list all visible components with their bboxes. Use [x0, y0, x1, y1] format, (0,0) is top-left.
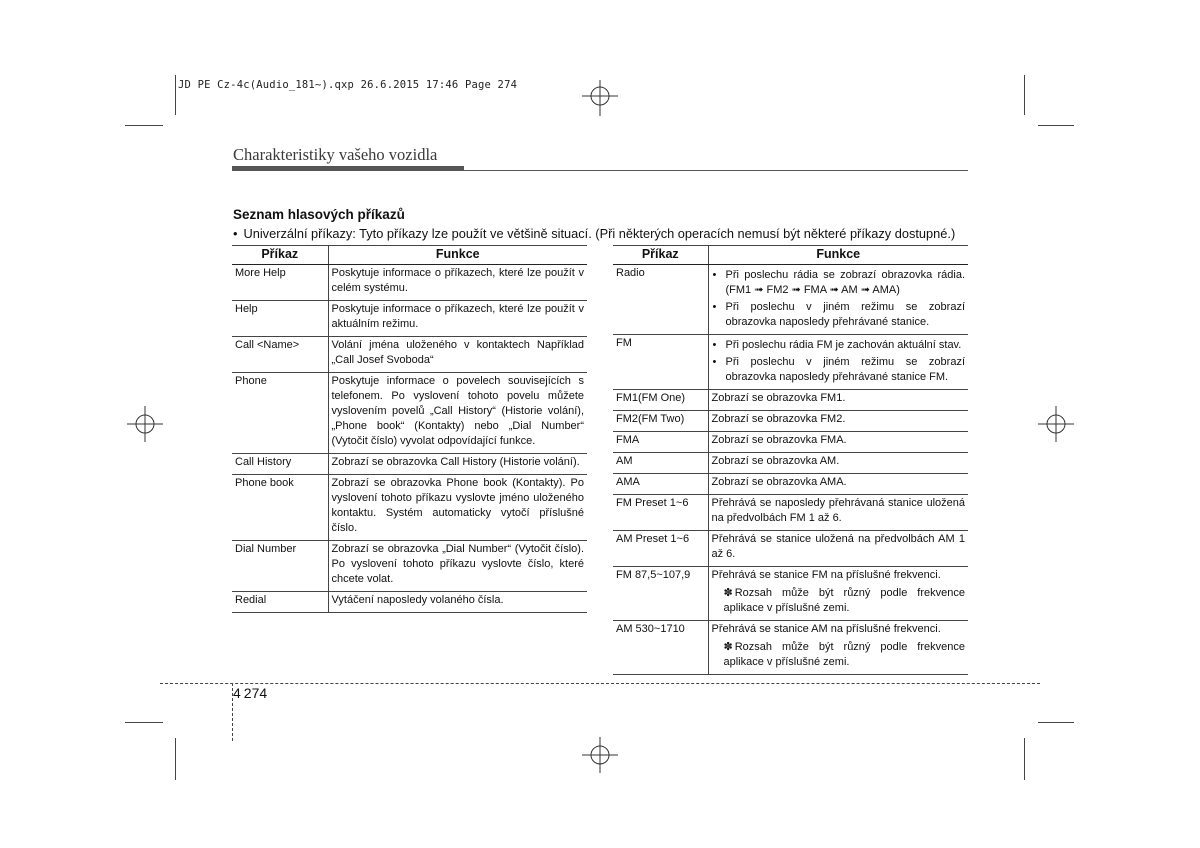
command-cell: AM 530~1710	[613, 621, 708, 675]
command-cell: FM Preset 1~6	[613, 495, 708, 531]
crop-mark	[1038, 722, 1074, 723]
command-cell: Call History	[232, 454, 328, 475]
table-row	[613, 567, 968, 621]
function-cell: Poskytuje informace o povelech souvisejících s telefonem. Po vyslovení tohoto povelu můžete vyslovením povelů „Call History“ (Historie volání), „Phone book“ (Kontakty) nebo „Dial Number“ (Vytočit číslo) vyvolat odpovídající funkce.	[328, 373, 587, 454]
column-header-command: Příkaz	[613, 246, 708, 265]
function-text: Přehrává se stanice FM na příslušné frekvenci.	[711, 569, 941, 581]
table-row	[232, 337, 587, 373]
command-cell: Phone book	[232, 475, 328, 541]
note-mark-icon: ✽	[723, 641, 733, 653]
command-cell: Radio	[613, 265, 708, 335]
crop-mark	[1038, 125, 1074, 126]
function-cell: Vytáčení naposledy volaného čísla.	[328, 592, 587, 613]
table-row	[232, 265, 587, 301]
command-cell: FM2(FM Two)	[613, 411, 708, 432]
chapter-number: 4	[233, 685, 241, 701]
function-text: Zobrazí se obrazovka AMA.	[711, 476, 847, 488]
function-text: Zobrazí se obrazovka FM1.	[711, 392, 846, 404]
footer-dashed-rule	[160, 683, 1040, 684]
bullet-icon: •	[712, 301, 717, 313]
table-row	[232, 454, 587, 475]
function-note	[712, 640, 966, 670]
column-header-function: Funkce	[328, 246, 587, 265]
bullet-icon: •	[233, 226, 238, 241]
function-bullet-list	[712, 338, 966, 385]
crop-mark	[1024, 75, 1025, 115]
table-row	[613, 531, 968, 567]
function-cell	[708, 474, 968, 495]
registration-mark-icon	[1036, 404, 1076, 444]
function-bullet-text: Při poslechu v jiném režimu se zobrazí obrazovka naposledy přehrávané stanice.	[725, 301, 965, 328]
print-header: JD PE Cz-4c(Audio_181~).qxp 26.6.2015 17:46 Page 274	[178, 79, 518, 91]
function-cell: Poskytuje informace o příkazech, které lze použít v celém systému.	[328, 265, 587, 301]
function-text: Přehrává se naposledy přehrávaná stanice uložená na předvolbách FM 1 až 6.	[711, 497, 965, 524]
function-text: Zobrazí se obrazovka FM2.	[711, 413, 846, 425]
note-mark-icon: ✽	[723, 587, 733, 599]
table-row	[232, 592, 587, 613]
function-bullet-item	[712, 355, 966, 385]
chapter-title: Charakteristiky vašeho vozidla	[233, 145, 438, 164]
function-cell	[708, 531, 968, 567]
function-note-text: Rozsah může být různý podle frekvence aplikace v příslušné zemi.	[723, 641, 965, 668]
bullet-icon: •	[712, 269, 717, 281]
function-note-text: Rozsah může být různý podle frekvence aplikace v příslušné zemi.	[723, 587, 965, 614]
command-cell: AM Preset 1~6	[613, 531, 708, 567]
column-header-command: Příkaz	[232, 246, 328, 265]
function-cell	[708, 567, 968, 621]
table-row	[232, 475, 587, 541]
table-row	[613, 495, 968, 531]
table-row	[613, 335, 968, 390]
command-cell: Phone	[232, 373, 328, 454]
table-row	[613, 432, 968, 453]
registration-mark-icon	[580, 735, 620, 775]
function-cell: Poskytuje informace o příkazech, které lze použít v aktuálním režimu.	[328, 301, 587, 337]
command-cell: Redial	[232, 592, 328, 613]
intro-paragraph	[233, 226, 955, 241]
crop-mark	[175, 75, 176, 115]
page-number-value: 274	[243, 685, 268, 701]
function-cell	[708, 453, 968, 474]
table-header-row	[232, 246, 587, 265]
command-cell: AMA	[613, 474, 708, 495]
function-cell: Zobrazí se obrazovka Call History (Historie volání).	[328, 454, 587, 475]
function-cell: Zobrazí se obrazovka „Dial Number“ (Vytočit číslo). Po vyslovení tohoto příkazu vyslovte číslo, které chcete volat.	[328, 541, 587, 592]
function-bullet-item	[712, 338, 966, 353]
crop-mark	[1024, 738, 1025, 780]
voice-commands-table-radio	[613, 245, 968, 675]
function-bullet-list	[712, 268, 966, 330]
voice-commands-table-phone	[232, 245, 587, 613]
column-header-function: Funkce	[708, 246, 968, 265]
function-text: Přehrává se stanice uložená na předvolbách AM 1 až 6.	[711, 533, 965, 560]
title-underline-bar	[232, 166, 464, 171]
crop-mark	[175, 738, 176, 780]
table-row	[613, 474, 968, 495]
command-cell: FM1(FM One)	[613, 390, 708, 411]
command-cell: FM 87,5~107,9	[613, 567, 708, 621]
registration-mark-icon	[580, 78, 620, 118]
registration-mark-icon	[125, 404, 165, 444]
command-cell: More Help	[232, 265, 328, 301]
function-text: Přehrává se stanice AM na příslušné frekvenci.	[711, 623, 941, 635]
table-row	[613, 453, 968, 474]
bullet-icon: •	[712, 356, 717, 368]
function-cell: Volání jména uloženého v kontaktech Například „Call Josef Svoboda“	[328, 337, 587, 373]
section-title: Seznam hlasových příkazů	[233, 207, 405, 222]
crop-mark	[125, 125, 163, 126]
function-bullet-text: Při poslechu rádia se zobrazí obrazovka rádia. (FM1 ➟ FM2 ➟ FMA ➟ AM ➟ AMA)	[725, 269, 965, 296]
table-row	[613, 621, 968, 675]
table-row	[613, 411, 968, 432]
function-cell	[708, 265, 968, 335]
table-row	[232, 541, 587, 592]
function-bullet-text: Při poslechu v jiném režimu se zobrazí obrazovka naposledy přehrávané stanice FM.	[725, 356, 965, 383]
function-cell	[708, 432, 968, 453]
function-cell	[708, 411, 968, 432]
command-cell: Dial Number	[232, 541, 328, 592]
function-cell	[708, 390, 968, 411]
function-cell: Zobrazí se obrazovka Phone book (Kontakty). Po vyslovení tohoto příkazu vyslovte jméno uloženého kontaktu. Systém automaticky vytočí příslušné číslo.	[328, 475, 587, 541]
crop-mark	[125, 722, 163, 723]
intro-text: Univerzální příkazy: Tyto příkazy lze použít ve většině situací. (Při některých operacích nemusí být některé příkazy dostupné.)	[243, 226, 956, 241]
function-bullet-item	[712, 268, 966, 298]
command-cell: Call <Name>	[232, 337, 328, 373]
function-text: Zobrazí se obrazovka FMA.	[711, 434, 847, 446]
function-bullet-item	[712, 300, 966, 330]
command-cell: AM	[613, 453, 708, 474]
table-row	[613, 390, 968, 411]
function-text: Zobrazí se obrazovka AM.	[711, 455, 840, 467]
table-header-row	[613, 246, 968, 265]
table-row	[232, 373, 587, 454]
command-cell: FM	[613, 335, 708, 390]
function-note	[712, 586, 966, 616]
table-row	[232, 301, 587, 337]
table-row	[613, 265, 968, 335]
bullet-icon: •	[712, 339, 717, 351]
function-cell	[708, 495, 968, 531]
title-underline-rule	[464, 170, 968, 171]
function-cell	[708, 621, 968, 675]
command-cell: Help	[232, 301, 328, 337]
page-number	[233, 685, 267, 701]
function-cell	[708, 335, 968, 390]
function-bullet-text: Při poslechu rádia FM je zachován aktuální stav.	[725, 339, 962, 351]
command-cell: FMA	[613, 432, 708, 453]
